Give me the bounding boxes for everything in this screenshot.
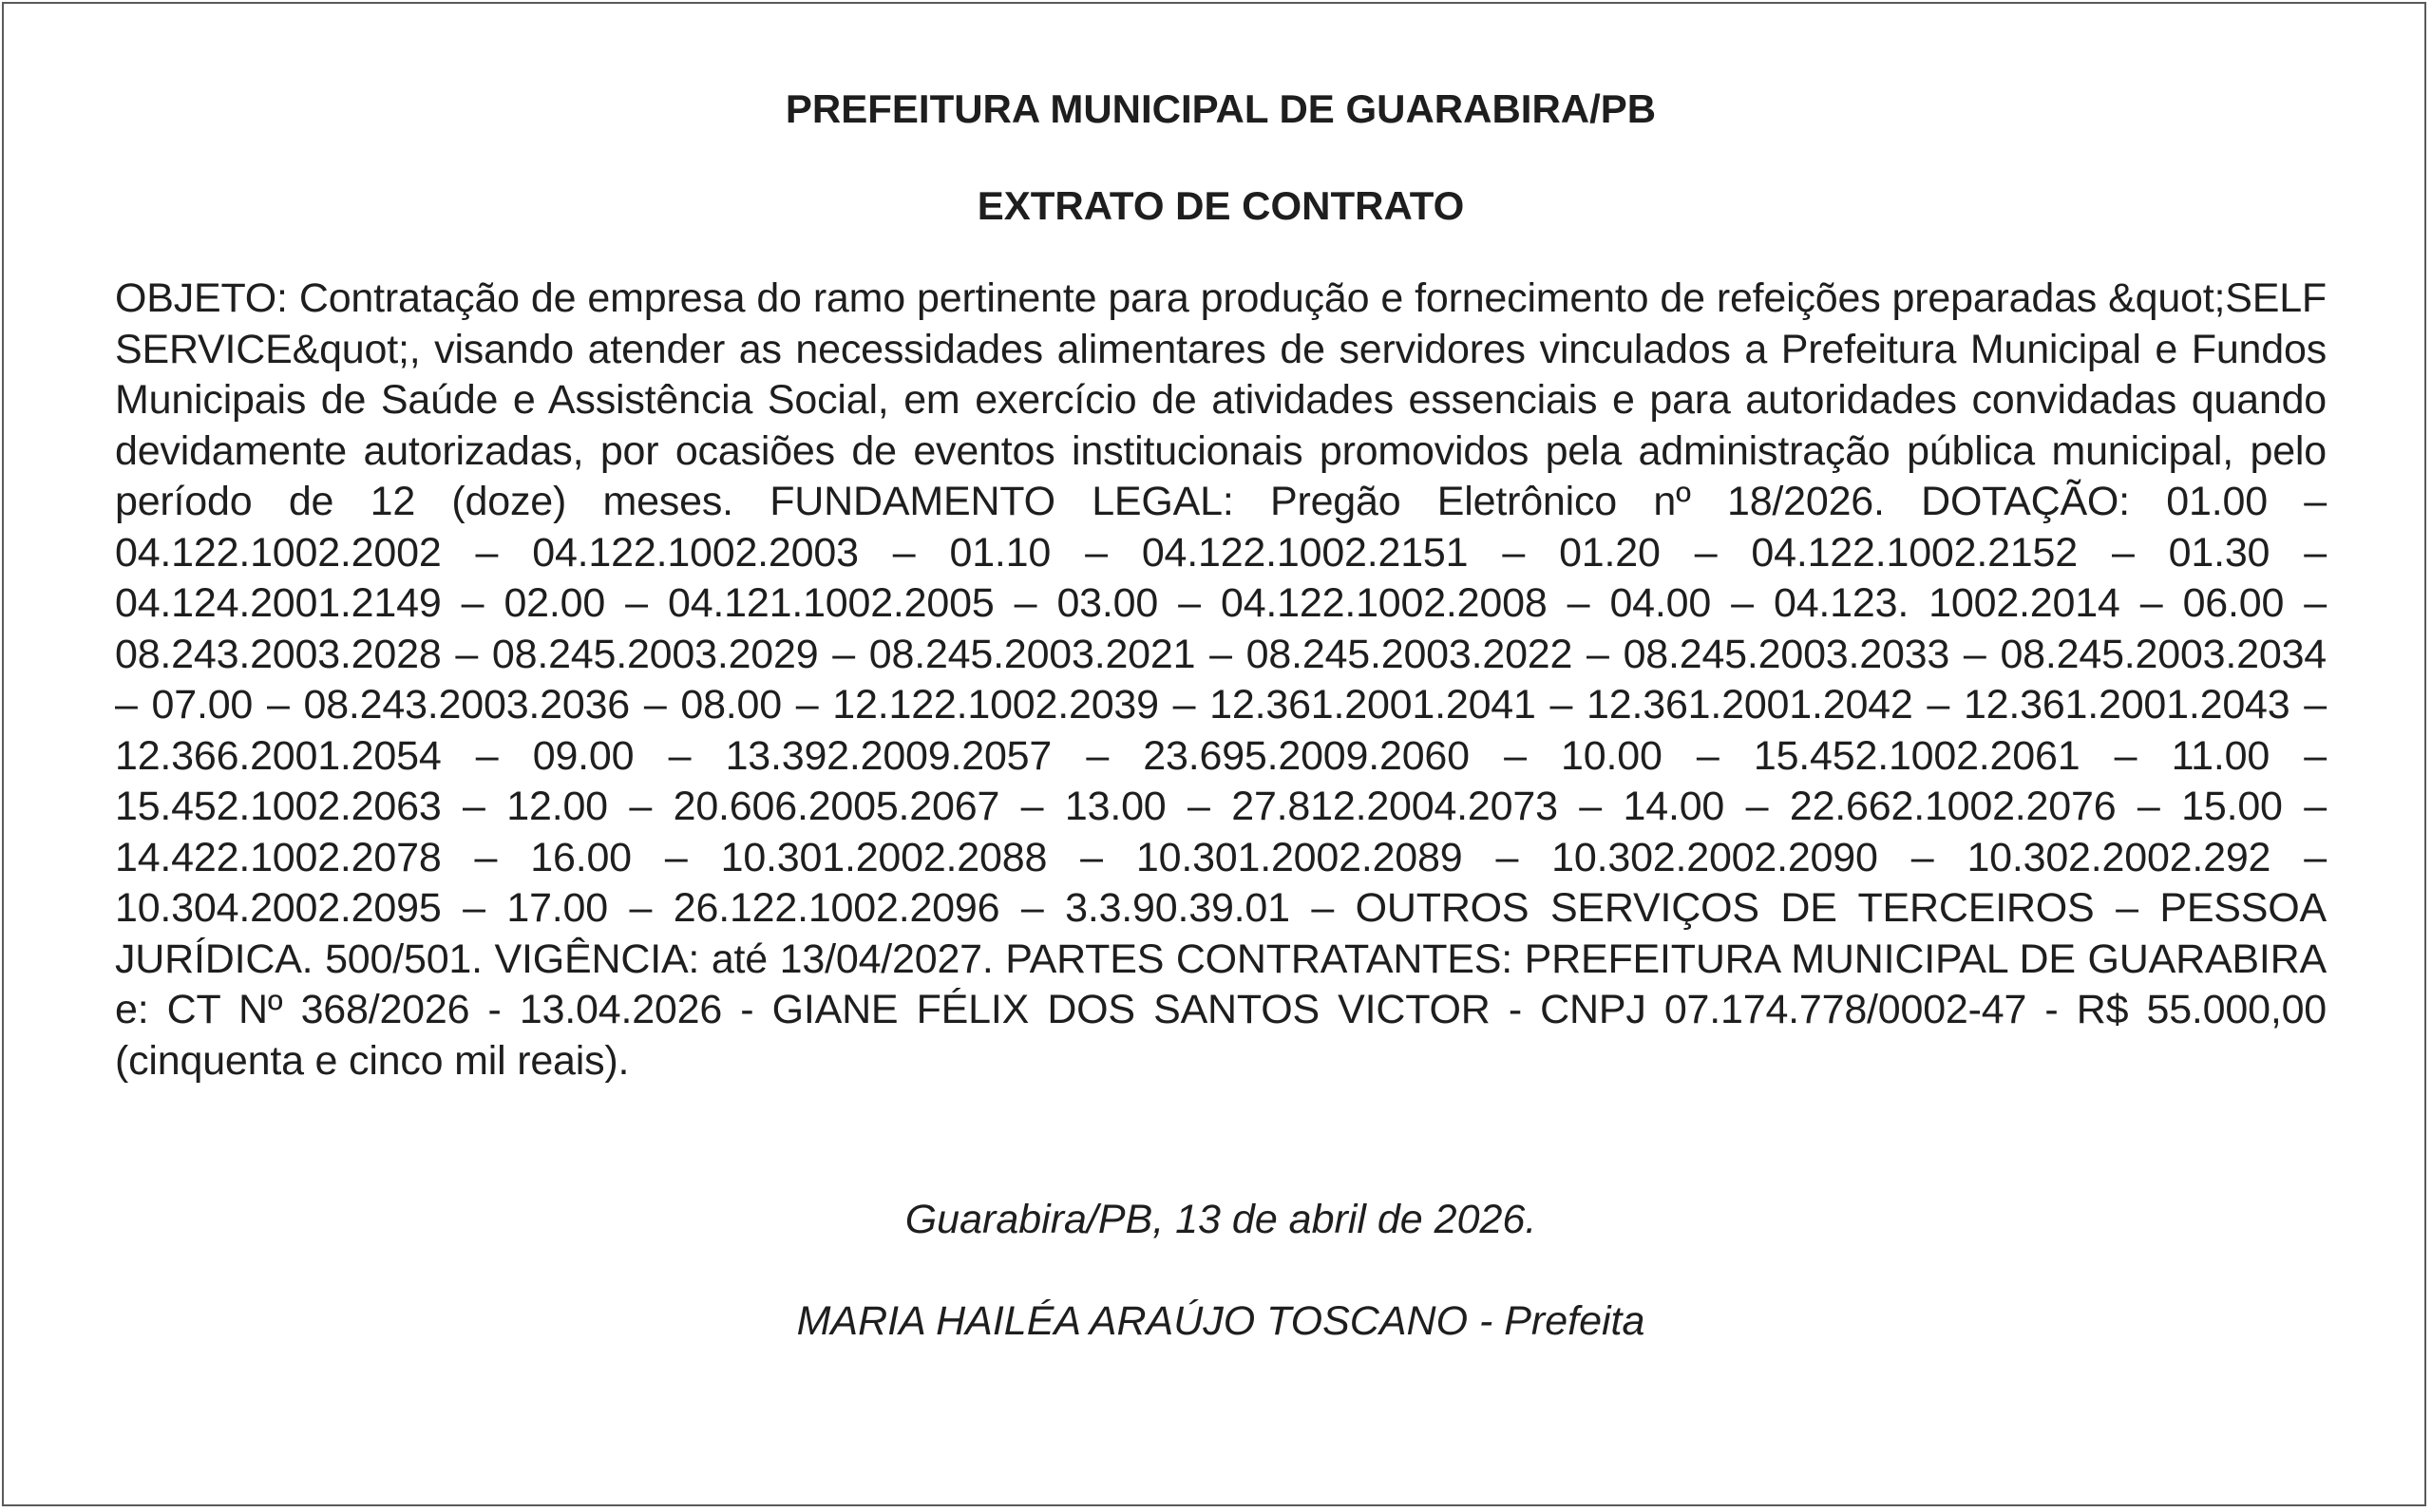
document-title: EXTRATO DE CONTRATO [977,183,1465,228]
place-and-date: Guarabira/PB, 13 de abril de 2026. [904,1197,1537,1242]
contract-body-text: OBJETO: Contratação de empresa do ramo pertinente para produção e fornecimento de refeições preparadas &quot;SELF SERVICE&quot;, visando atender as necessidades alimentares de servidores vinculados a Prefeitura Municipal e Fundos Municipais de Saúde e Assistência Social, em exercício de atividades essenciais e para autoridades convidadas quando devidamente autorizadas, por ocasiões de eventos institucionais promovidos pela administração pública municipal, pelo período de 12 (doze) meses. FUNDAMENTO LEGAL: Pregão Eletrônico nº 18/2026. DOTAÇÃO: 01.00 – 04.122.1002.2002 – 04.122.1002.2003 – 01.10 – 04.122.1002.2151 – 01.20 – 04.122.1002.2152 – 01.30 – 04.124.2001.2149 – 02.00 – 04.121.1002.2005 – 03.00 – 04.122.1002.2008 – 04.00 – 04.123. 1002.2014 – 06.00 – 08.243.2003.2028 – 08.245.2003.2029 – 08.245.2003.2021 – 08.245.2003.2022 – 08.245.2003.2033 – 08.245.2003.2034 – 07.00 – 08.243.2003.2036 – 08.00 – 12.122.1002.2039 – 12.361.2001.2041 – 12.361.2001.2042 – 12.361.2001.2043 – 12.366.2001.2054 – 09.00 – 13.392.2009.2057 – 23.695.2009.2060 – 10.00 – 15.452.1002.2061 – 11.00 – 15.452.1002.2063 – 12.00 – 20.606.2005.2067 – 13.00 – 27.812.2004.2073 – 14.00 – 22.662.1002.2076 – 15.00 – 14.422.1002.2078 – 16.00 – 10.301.2002.2088 – 10.301.2002.2089 – 10.302.2002.2090 – 10.302.2002.292 – 10.304.2002.2095 – 17.00 – 26.122.1002.2096 – 3.3.90.39.01 – OUTROS SERVIÇOS DE TERCEIROS – PESSOA JURÍDICA. 500/501. VIGÊNCIA: até 13/04/2027. PARTES CONTRATANTES: PREFEITURA MUNICIPAL DE GUARABIRA e: CT Nº 368/2026 - 13.04.2026 - GIANE FÉLIX DOS SANTOS VICTOR - CNPJ 07.174.778/0002-47 - R$ 55.000,00 (cinquenta e cinco mil reais). [115,275,2327,1084]
contract-extract [115,80,2327,1350]
organization-heading: PREFEITURA MUNICIPAL DE GUARABIRA/PB [785,86,1657,131]
document-frame [2,2,2426,1506]
signatory-line: MARIA HAILÉA ARAÚJO TOSCANO - Prefeita [796,1298,1645,1344]
